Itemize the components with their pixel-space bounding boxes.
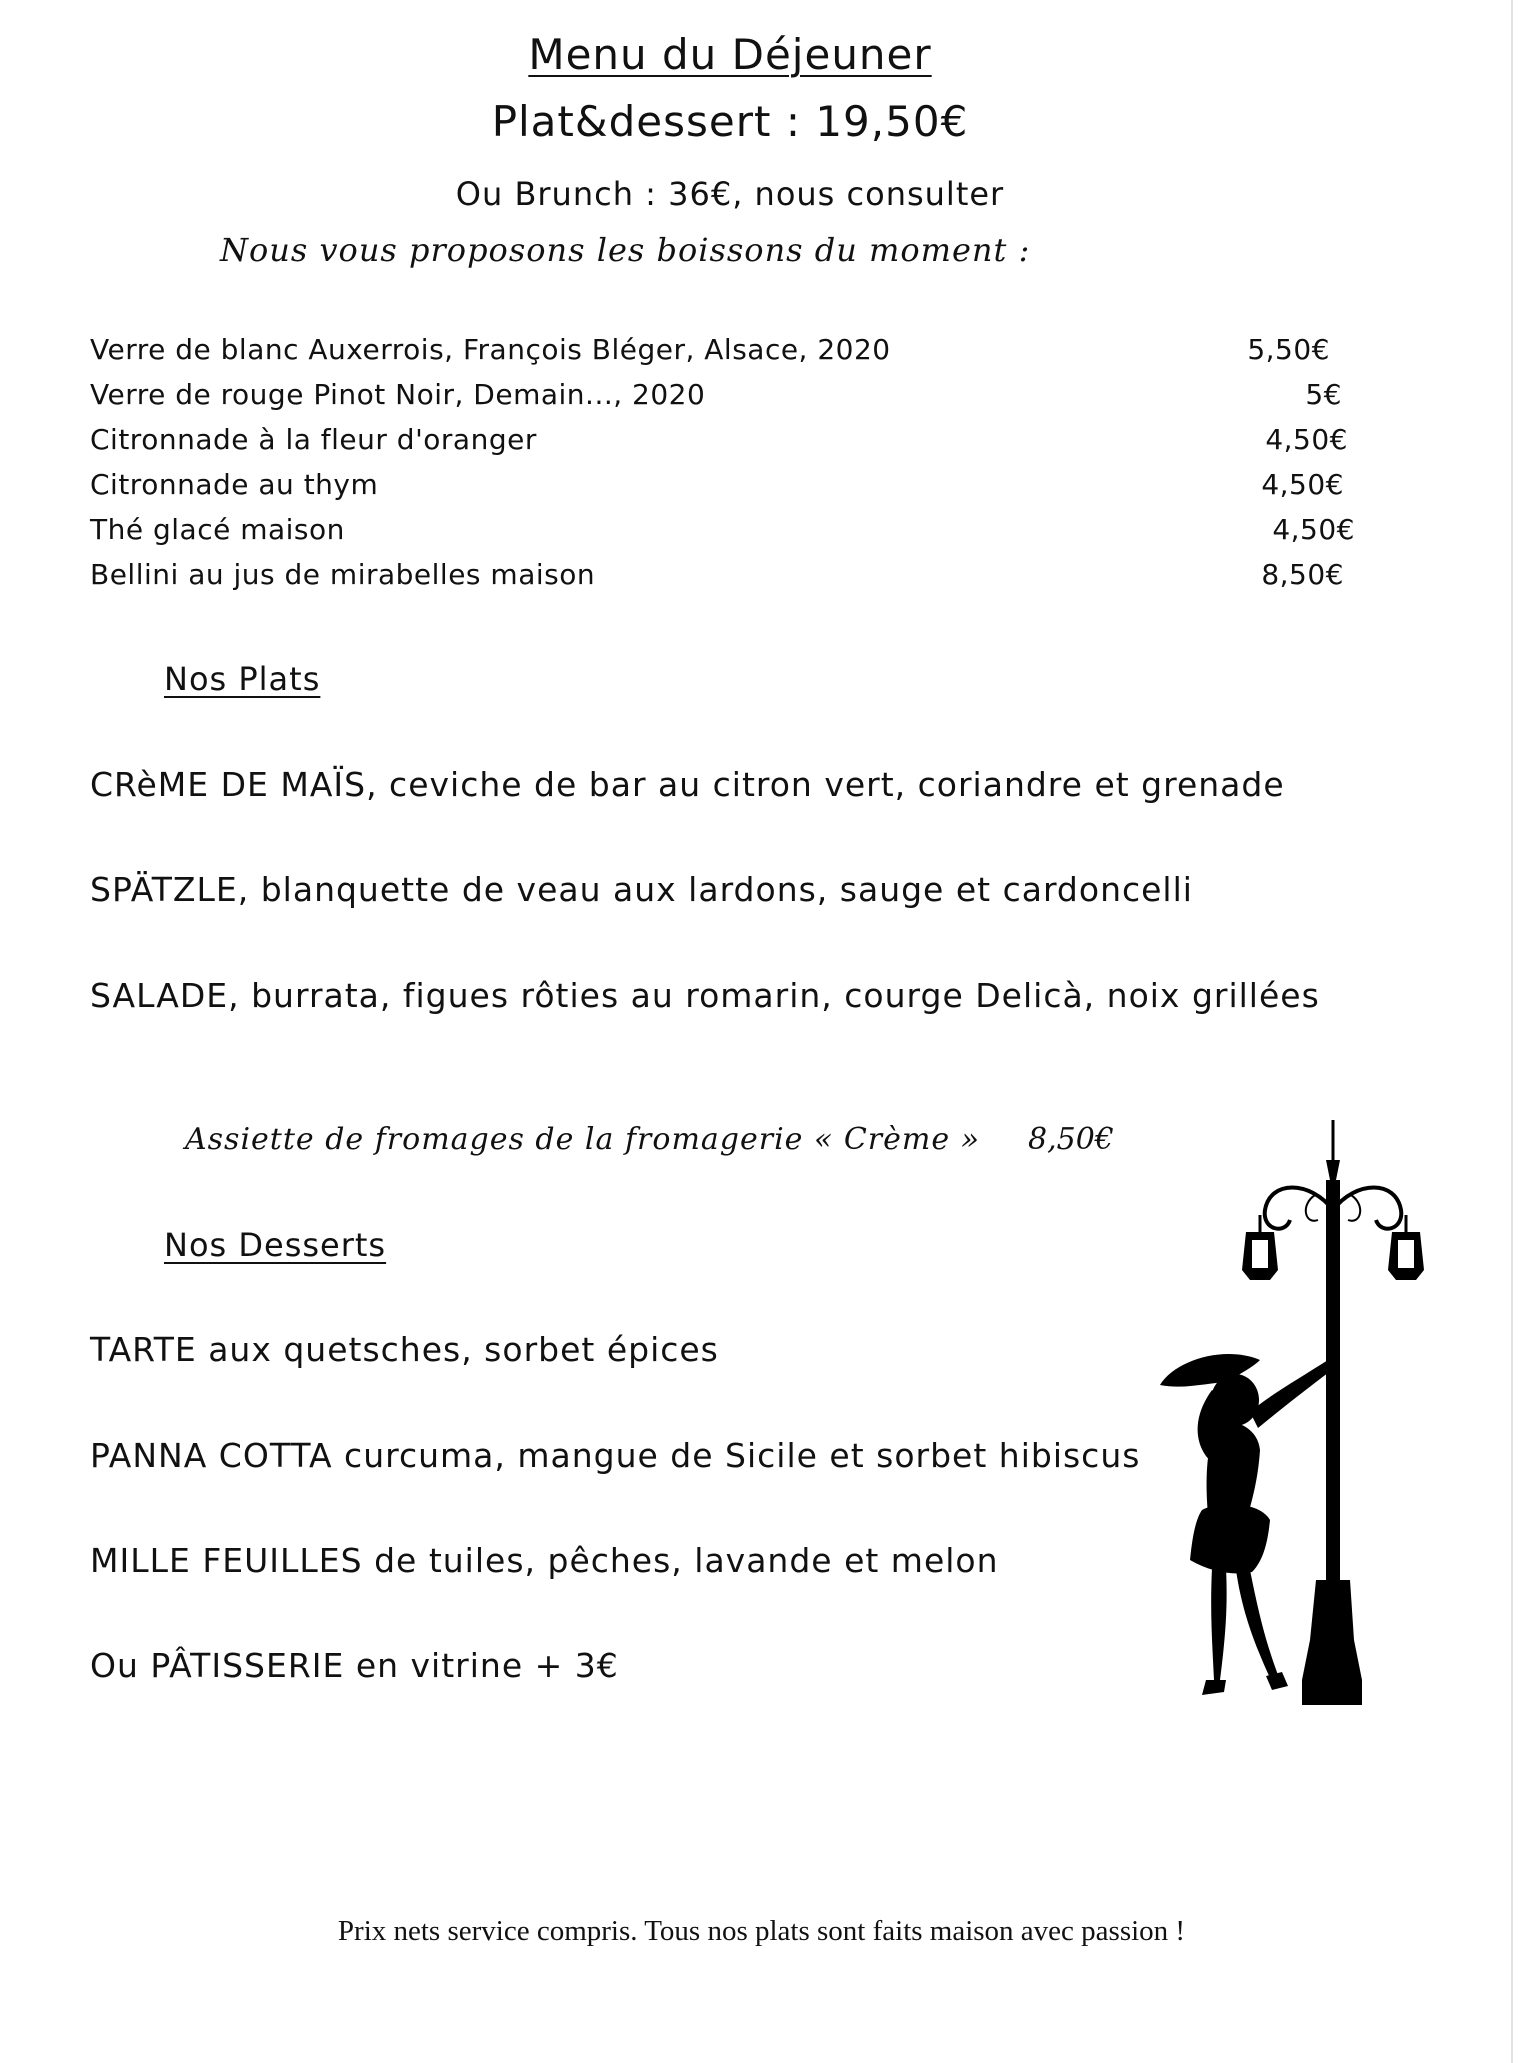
- drink-price: 4,50€: [1261, 468, 1344, 501]
- drink-name: Citronnade au thym: [90, 468, 379, 501]
- drink-name: Verre de blanc Auxerrois, François Bléger, Alsace, 2020: [90, 333, 891, 366]
- drink-name: Bellini au jus de mirabelles maison: [90, 558, 596, 591]
- brunch-line: Ou Brunch : 36€, nous consulter: [455, 175, 1005, 213]
- menu-title: Menu du Déjeuner: [528, 30, 932, 79]
- dish-item: SALADE, burrata, figues rôties au romarin, courge Delicà, noix grillées: [90, 976, 1320, 1015]
- dessert-item: Ou PÂTISSERIE en vitrine + 3€: [90, 1646, 619, 1685]
- drink-item: [90, 513, 1355, 558]
- drink-name: Thé glacé maison: [90, 513, 345, 546]
- drink-item: [90, 333, 1330, 378]
- page-edge: [1511, 0, 1513, 2063]
- drink-price: 4,50€: [1265, 423, 1348, 456]
- woman-lamppost-silhouette-icon: [1140, 1120, 1430, 1710]
- cheese-plate: Assiette de fromages de la fromagerie « Crème »: [185, 1122, 980, 1157]
- drink-item: [90, 378, 1342, 423]
- drink-price: 5€: [1305, 378, 1342, 411]
- cheese-price: 8,50€: [1028, 1122, 1114, 1157]
- drink-item: [90, 558, 1344, 603]
- dish-item: CRèME DE MAÏS, ceviche de bar au citron vert, coriandre et grenade: [90, 765, 1285, 804]
- menu-price-subtitle: Plat&dessert : 19,50€: [491, 97, 969, 146]
- dish-item: SPÄTZLE, blanquette de veau aux lardons, sauge et cardoncelli: [90, 870, 1193, 909]
- drink-name: Citronnade à la fleur d'oranger: [90, 423, 537, 456]
- drinks-intro: Nous vous proposons les boissons du moment :: [220, 231, 1031, 269]
- plats-heading: Nos Plats: [164, 660, 321, 698]
- dessert-item: PANNA COTTA curcuma, mangue de Sicile et sorbet hibiscus: [90, 1436, 1141, 1475]
- drink-price: 5,50€: [1247, 333, 1330, 366]
- dessert-item: TARTE aux quetsches, sorbet épices: [90, 1330, 719, 1369]
- drink-price: 8,50€: [1261, 558, 1344, 591]
- footer-note: Prix nets service compris. Tous nos plats sont faits maison avec passion !: [337, 1915, 1186, 1947]
- dessert-item: MILLE FEUILLES de tuiles, pêches, lavande et melon: [90, 1541, 999, 1580]
- drinks-list: [90, 333, 1355, 603]
- drink-item: [90, 423, 1348, 468]
- drink-item: [90, 468, 1344, 513]
- drink-name: Verre de rouge Pinot Noir, Demain..., 2020: [90, 378, 706, 411]
- drink-price: 4,50€: [1272, 513, 1355, 546]
- desserts-heading: Nos Desserts: [164, 1226, 387, 1264]
